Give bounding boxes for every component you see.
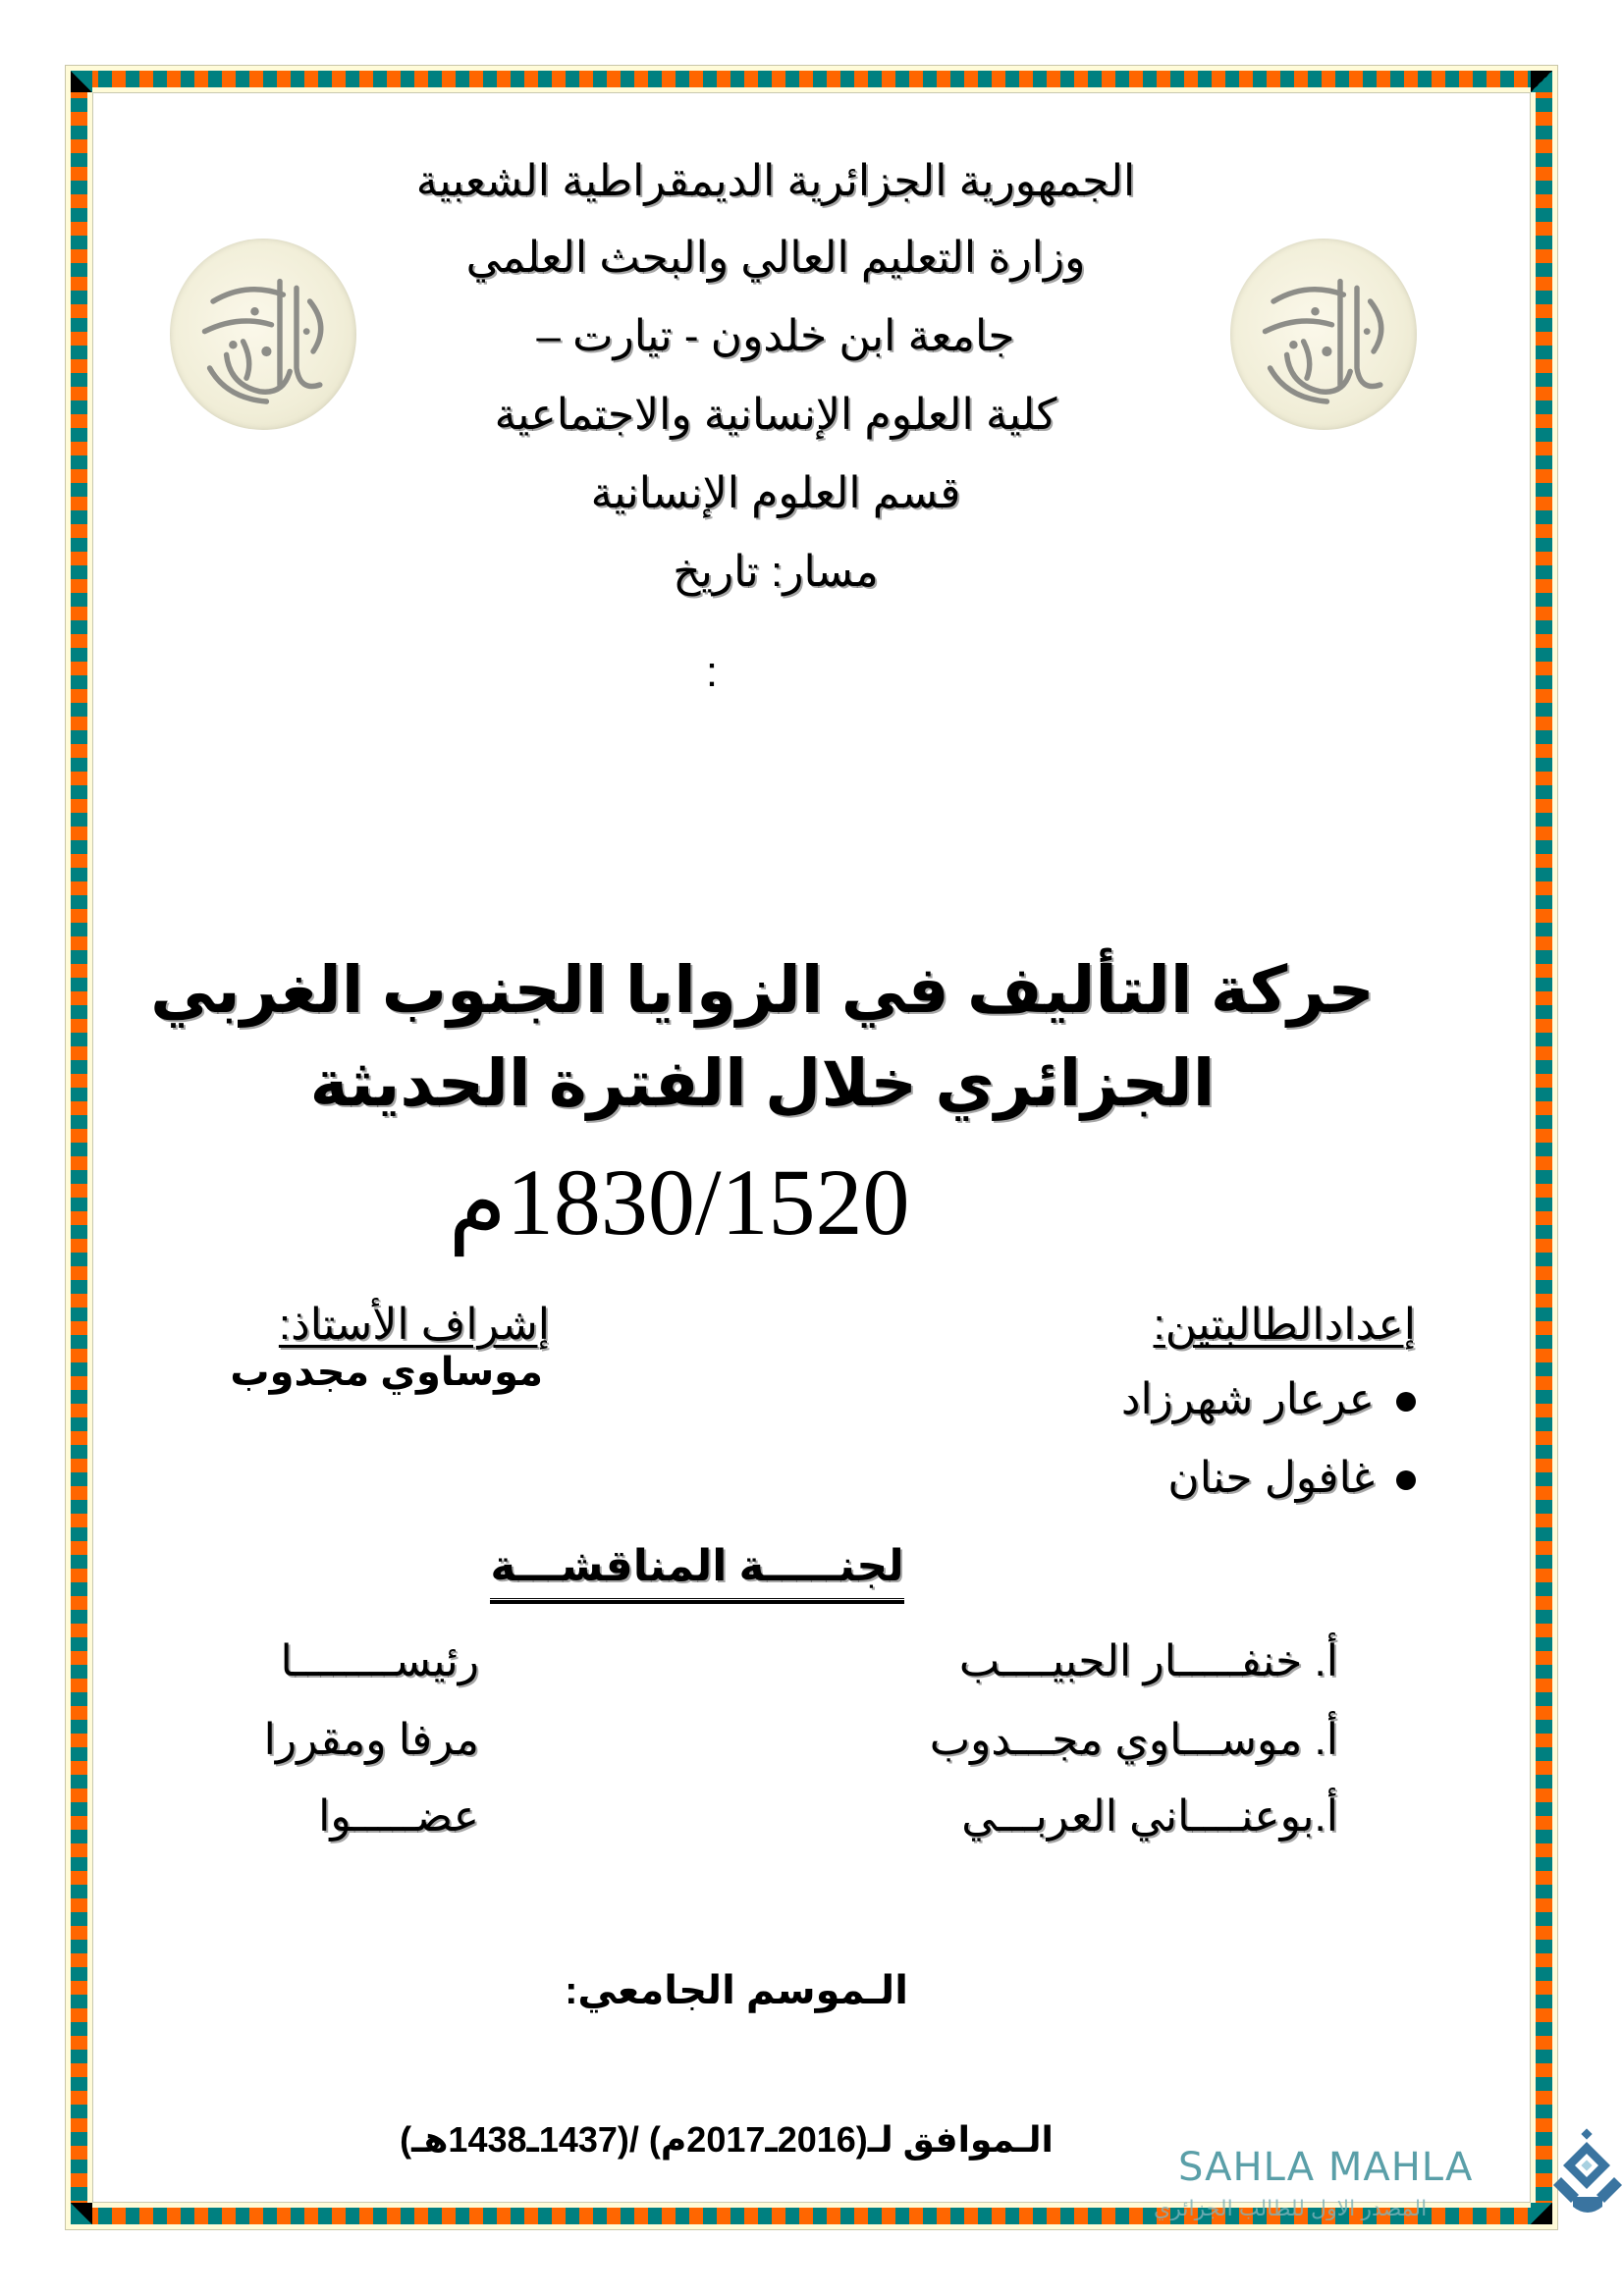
supervisor-name: موساوي مجدوب xyxy=(230,1351,543,1394)
frame-corner-top-left xyxy=(71,71,92,92)
committee-heading xyxy=(0,1539,1394,1601)
committee-member-name: أ.بوعنــــاني العربـــي xyxy=(961,1792,1338,1841)
thesis-title-line-1: حركة التأليف في الزوايا الجنوب الغربي xyxy=(150,953,1375,1026)
student-name: عرعار شهرزاد xyxy=(1120,1375,1375,1423)
header-track: مسار: تاريخ xyxy=(673,548,879,596)
committee-member-role: رئيســــــــا xyxy=(280,1637,479,1685)
bullet-icon xyxy=(1396,1392,1416,1412)
supervisor-heading-label: إشراف الأستاذ: xyxy=(278,1301,550,1349)
header-republic: الجمهورية الجزائرية الديمقراطية الشعبية xyxy=(415,157,1136,205)
header-ministry: وزارة التعليم العالي والبحث العلمي xyxy=(465,234,1086,282)
thesis-title-line-2: الجزائري خلال الفترة الحديثة xyxy=(309,1046,1216,1119)
academic-season-label: الـموسم الجامعي: xyxy=(565,1969,908,2012)
header-department: قسم العلوم الإنسانية xyxy=(590,469,961,517)
frame-corner-bottom-left xyxy=(71,2203,92,2224)
academic-season-date: الـموافق لـ(2016ـ2017م) /(1437ـ1438هـ) xyxy=(400,2119,1054,2160)
students-heading xyxy=(1154,1298,1416,1353)
header-colon: : xyxy=(705,648,719,696)
committee-member-name: أ. خنفـــــار الحبيــــب xyxy=(958,1637,1338,1685)
watermark-tagline: المصدر الاول للطالب الجزائري xyxy=(1154,2196,1428,2220)
frame-corner-top-right xyxy=(1531,71,1552,92)
committee-heading-label: لجنـــــة المناقشـــة xyxy=(490,1539,903,1601)
frame-corner-bottom-right xyxy=(1531,2203,1552,2224)
watermark-brand: SAHLA MAHLA xyxy=(1178,2145,1474,2190)
students-heading-label: إعدادالطالبتين: xyxy=(1153,1301,1416,1349)
frame-border-top xyxy=(71,71,1552,87)
student-name: غافول حنان xyxy=(1167,1454,1375,1502)
bullet-icon xyxy=(1396,1470,1416,1490)
sahla-mahla-logo-icon xyxy=(1553,2128,1622,2221)
committee-member-role: مرفا ومقررا xyxy=(263,1716,479,1764)
header-faculty: كلية العلوم الإنسانية والاجتماعية xyxy=(494,391,1057,439)
supervisor-heading xyxy=(279,1298,550,1353)
committee-member-role: عضـــــوا xyxy=(318,1792,479,1841)
committee-member-name: أ. موســـاوي مجـــدوب xyxy=(929,1716,1338,1764)
student-item xyxy=(1121,1372,1416,1427)
student-item xyxy=(1167,1451,1416,1506)
thesis-title-years: 1830/1520م xyxy=(448,1149,910,1255)
header-university: جامعة ابن خلدون - تيارت – xyxy=(536,312,1015,360)
